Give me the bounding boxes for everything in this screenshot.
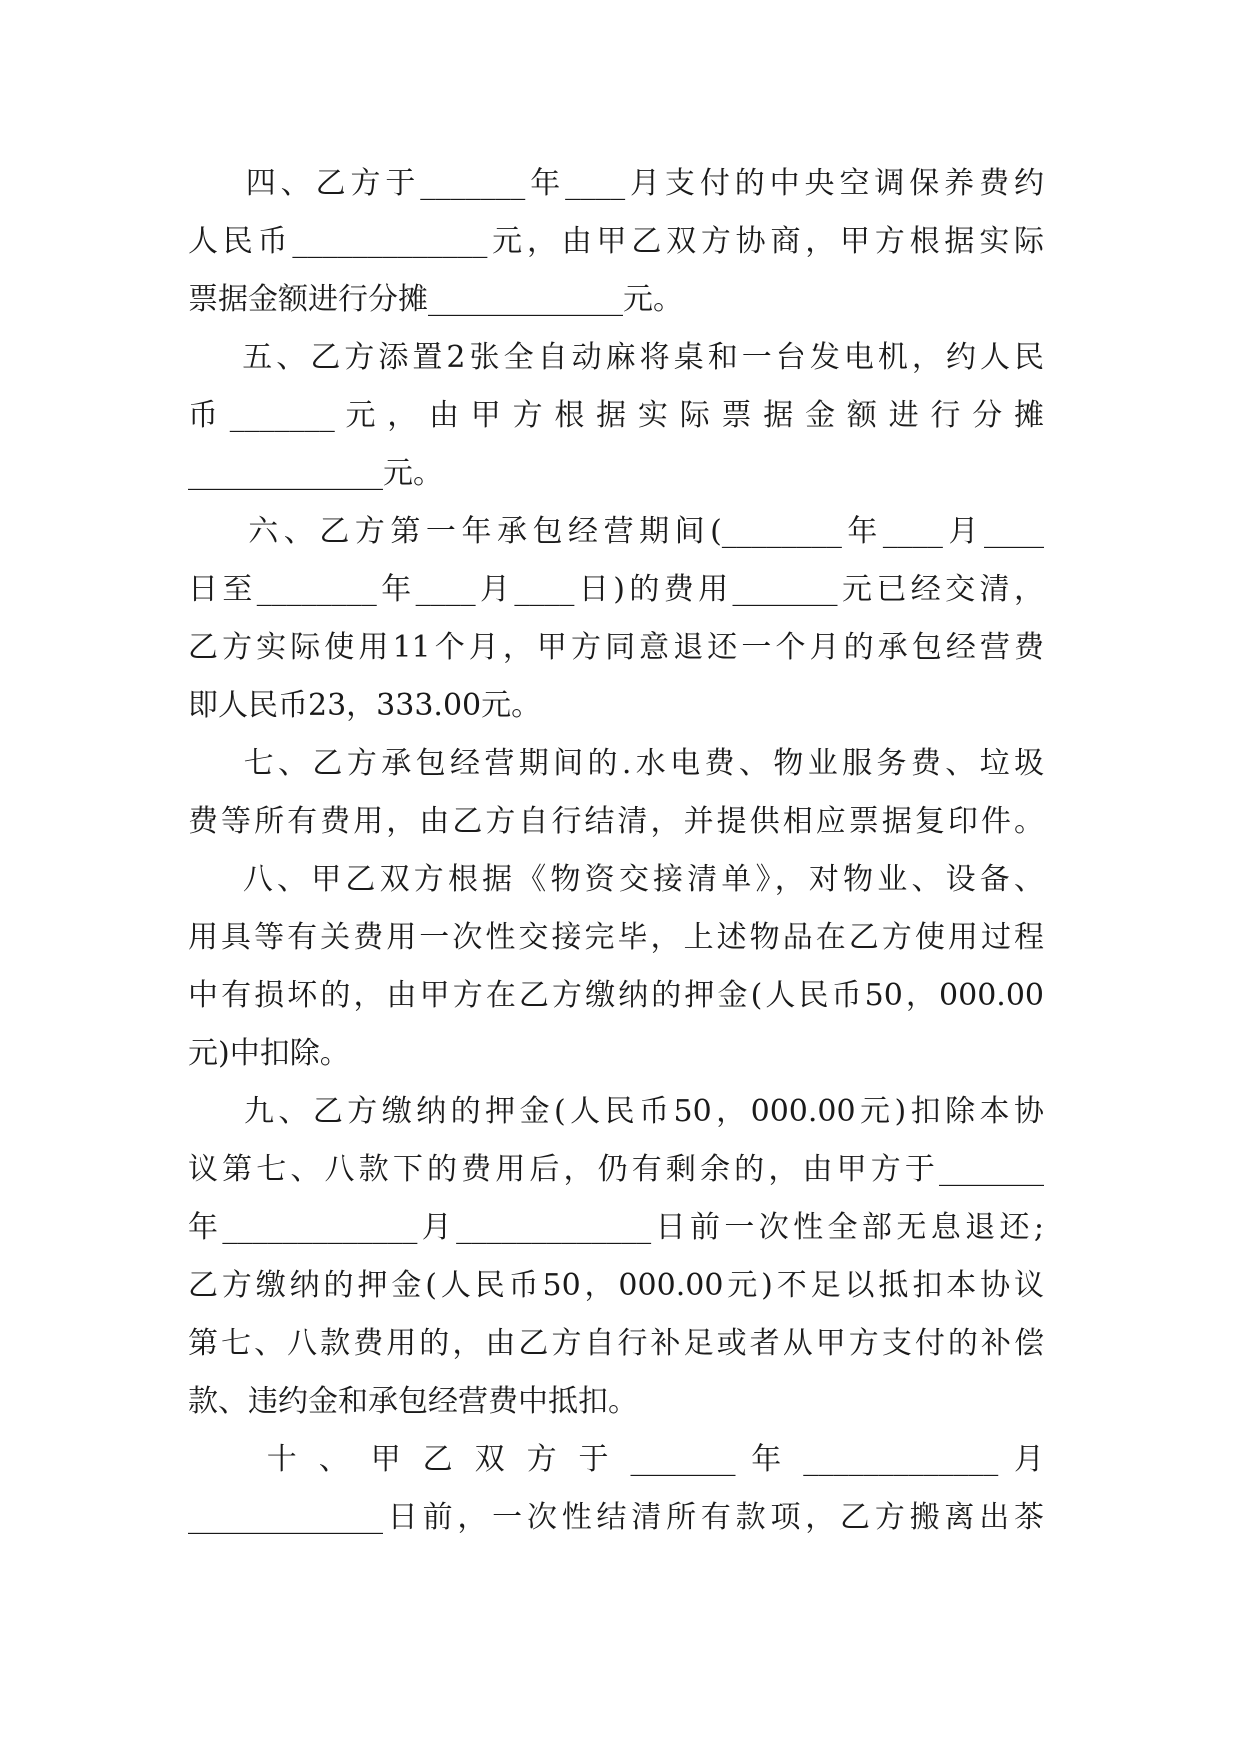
text-line: 日至________年____月____日)的费用_______元已经交清， [188, 572, 1044, 607]
text-line: 乙方缴纳的押金(人民币50，000.00元)不足以抵扣本协议 [188, 1268, 1044, 1303]
text-line: 用具等有关费用一次性交接完毕，上述物品在乙方使用过程 [188, 920, 1044, 955]
text-line: _____________日前，一次性结清所有款项，乙方搬离出茶 [188, 1500, 1044, 1535]
text-line: 乙方实际使用11个月，甲方同意退还一个月的承包经营费 [188, 630, 1044, 665]
text-line: 五、乙方添置2张全自动麻将桌和一台发电机，约人民 [188, 340, 1044, 375]
text-line: 十 、 甲 乙 双 方 于 _______ 年 _____________ 月 [188, 1442, 1044, 1477]
text-line: 即人民币23，333.00元。 [188, 688, 542, 723]
text-line: 九、乙方缴纳的押金(人民币50，000.00元)扣除本协 [188, 1094, 1044, 1129]
text-line: 元)中扣除。 [188, 1036, 350, 1071]
text-line: 币 _______ 元 ， 由 甲 方 根 据 实 际 票 据 金 额 进 行 分 摊 [188, 398, 1044, 433]
text-line: 四、乙方于_______年____月支付的中央空调保养费约 [188, 166, 1044, 201]
text-line: 费等所有费用，由乙方自行结清，并提供相应票据复印件。 [188, 804, 1044, 839]
text-line: 议第七、八款下的费用后，仍有剩余的，由甲方于_______ [188, 1152, 1044, 1187]
text-line: _____________元。 [188, 456, 443, 491]
text-line: 款、违约金和承包经营费中抵扣。 [188, 1384, 638, 1419]
text-line: 八、甲乙双方根据《物资交接清单》，对物业、设备、 [188, 862, 1044, 897]
text-line: 七、乙方承包经营期间的.水电费、物业服务费、垃圾 [188, 746, 1044, 781]
text-line: 票据金额进行分摊_____________元。 [188, 282, 683, 317]
text-line: 年_____________月_____________日前一次性全部无息退还; [188, 1210, 1044, 1245]
text-line: 中有损坏的，由甲方在乙方缴纳的押金(人民币50，000.00 [188, 978, 1044, 1013]
text-line: 人民币_____________元，由甲乙双方协商，甲方根据实际 [188, 224, 1044, 259]
text-line: 第七、八款费用的，由乙方自行补足或者从甲方支付的补偿 [188, 1326, 1044, 1361]
text-line: 六、乙方第一年承包经营期间(________年____月____ [188, 514, 1044, 549]
